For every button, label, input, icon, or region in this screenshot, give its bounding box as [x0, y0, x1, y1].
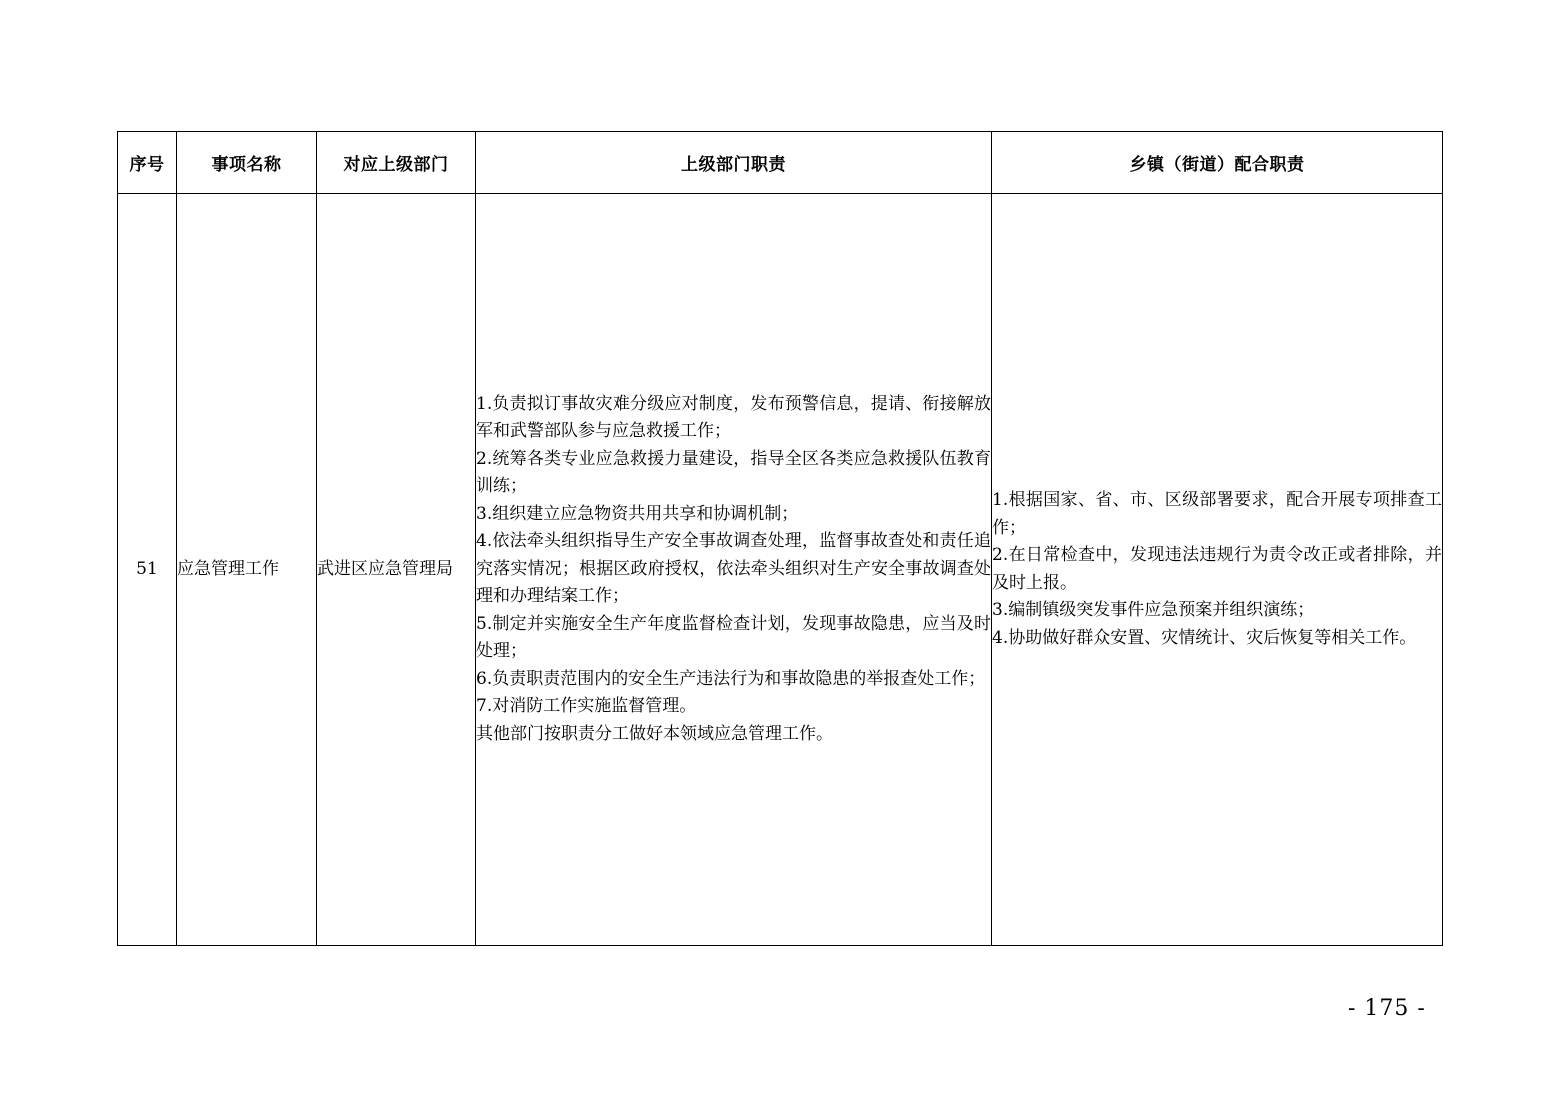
- town-duty-line: 4.协助做好群众安置、灾情统计、灾后恢复等相关工作。: [992, 627, 1417, 648]
- duty-table: [117, 131, 1443, 946]
- page-number: - 175 -: [1348, 996, 1426, 1021]
- header-seq: 序号: [118, 132, 177, 194]
- town-duty-line: 3.编制镇级突发事件应急预案并组织演练；: [992, 600, 1315, 620]
- town-duty-line: 1.根据国家、省、市、区级部署要求，配合开展专项排查工作；: [992, 490, 1442, 538]
- header-dept: 对应上级部门: [317, 132, 476, 194]
- town-duty-line: 2.在日常检查中，发现违法违规行为责令改正或者排除，并及时上报。: [992, 545, 1442, 593]
- duty-line: 2.统筹各类专业应急救援力量建设，指导全区各类应急救援队伍教育训练；: [476, 448, 991, 497]
- table-row: [118, 194, 1443, 946]
- row-dept: 武进区应急管理局: [317, 194, 476, 946]
- duty-line: 5.制定并实施安全生产年度监督检查计划，发现事故隐患，应当及时处理；: [476, 613, 991, 662]
- row-item-name: 应急管理工作: [177, 194, 317, 946]
- row-seq: 51: [118, 194, 177, 946]
- duty-line: 4.依法牵头组织指导生产安全事故调查处理，监督事故查处和责任追究落实情况；根据区政府授权，依法牵头组织对生产安全事故调查处理和办理结案工作；: [476, 531, 991, 607]
- row-dept-duty: [476, 194, 992, 946]
- row-town-duty: [992, 194, 1443, 946]
- duty-line: 1.负责拟订事故灾难分级应对制度，发布预警信息，提请、衔接解放军和武警部队参与应急救援工作；: [476, 393, 991, 442]
- table-header-row: [118, 132, 1443, 194]
- header-dept-duty: 上级部门职责: [476, 132, 992, 194]
- duty-line: 其他部门按职责分工做好本领域应急管理工作。: [476, 723, 833, 744]
- header-town-duty: 乡镇（街道）配合职责: [992, 132, 1443, 194]
- duty-line: 7.对消防工作实施监督管理。: [476, 696, 697, 717]
- duty-line: 3.组织建立应急物资共用共享和协调机制；: [476, 503, 799, 524]
- duty-line: 6.负责职责范围内的安全生产违法行为和事故隐患的举报查处工作；: [476, 668, 986, 689]
- header-item-name: 事项名称: [177, 132, 317, 194]
